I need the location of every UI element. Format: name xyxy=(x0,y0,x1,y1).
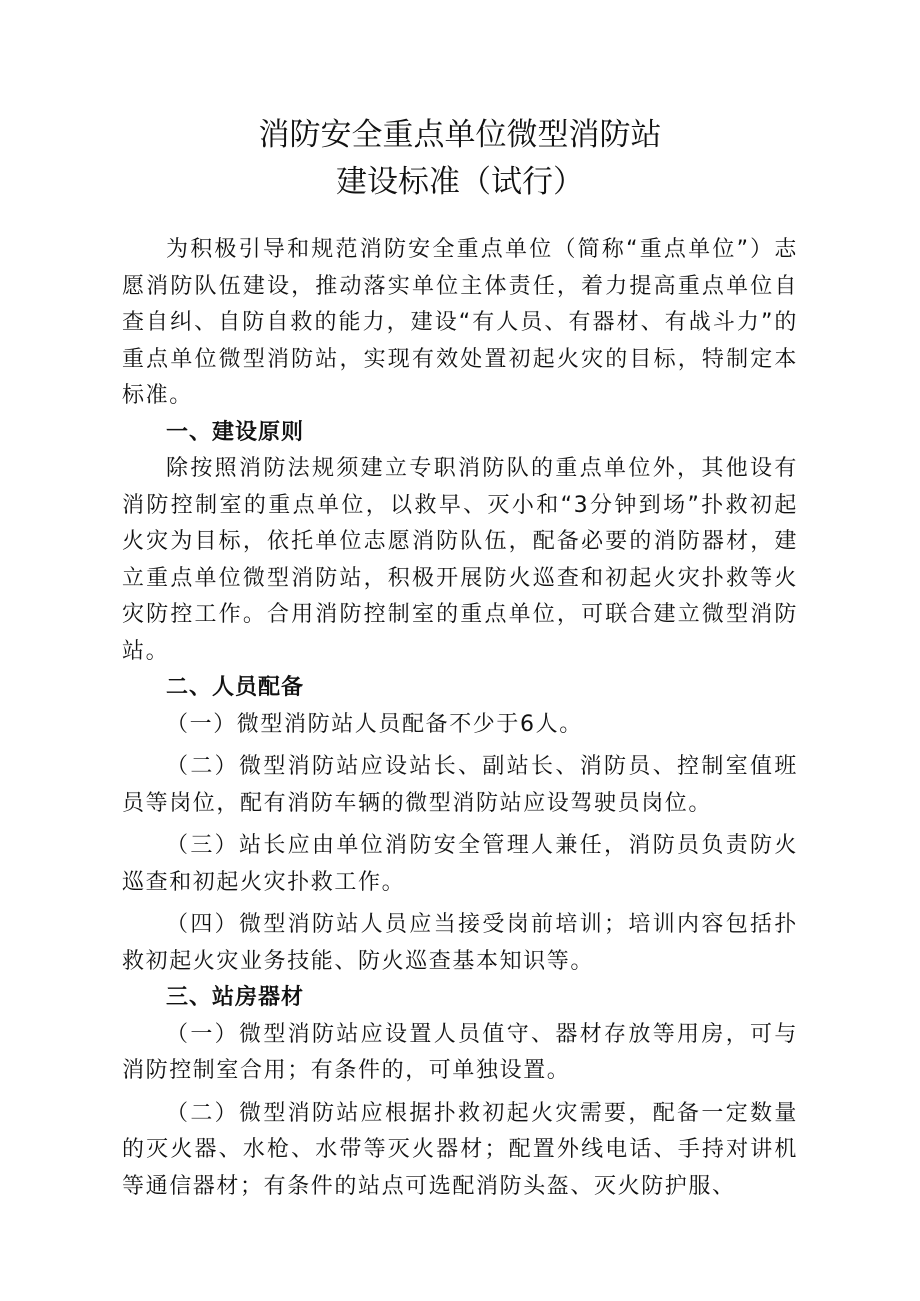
section-heading-staffing: 二、人员配备 xyxy=(166,675,305,700)
intro-paragraph: 为积极引导和规范消防安全重点单位（简称“重点单位”）志愿消防队伍建设，推动落实单位主体责任，着力提高重点单位自查自纠、自防自救的能力，建设“有人员、有器材、有战斗力”的重点单位微型消防站，实现有效处置初起火灾的目标，特制定本标准。 xyxy=(122,237,798,408)
section-paragraph: （三）站长应由单位消防安全管理人兼任，消防员负责防火巡查和初起火灾扑救工作。 xyxy=(122,833,798,895)
document-body xyxy=(122,232,798,1205)
document-title-line2: 建设标准（试行） xyxy=(336,164,584,200)
section-paragraph: （二）微型消防站应设站长、副站长、消防员、控制室值班员等岗位，配有消防车辆的微型消防站应设驾驶员岗位。 xyxy=(122,754,798,816)
document-title-line1: 消防安全重点单位微型消防站 xyxy=(258,117,662,153)
section-paragraph: （四）微型消防站人员应当接受岗前培训；培训内容包括扑救初起火灾业务技能、防火巡查基本知识等。 xyxy=(122,912,798,974)
section-paragraph: （一）微型消防站应设置人员值守、器材存放等用房，可与消防控制室合用；有条件的，可单独设置。 xyxy=(122,1021,798,1083)
section-paragraph: （一）微型消防站人员配备不少于6人。 xyxy=(166,711,583,737)
section-heading-principles: 一、建设原则 xyxy=(166,419,305,445)
section-paragraph: （二）微型消防站应根据扑救初起火灾需要，配备一定数量的灭火器、水枪、水带等灭火器材；配置外线电话、手持对讲机等通信器材；有条件的站点可选配消防头盔、灭火防护服、 xyxy=(122,1100,798,1199)
section-paragraph: 除按照消防法规须建立专职消防队的重点单位外，其他设有消防控制室的重点单位，以救早、灭小和“3分钟到场”扑救初起火灾为目标，依托单位志愿消防队伍，配备必要的消防器材，建立重点单位微型消防站，积极开展防火巡查和初起火灾扑救等火灾防控工作。合用消防控制室的重点单位，可联合建立微型消防站。 xyxy=(122,456,798,664)
section-heading-facilities: 三、站房器材 xyxy=(166,985,305,1010)
